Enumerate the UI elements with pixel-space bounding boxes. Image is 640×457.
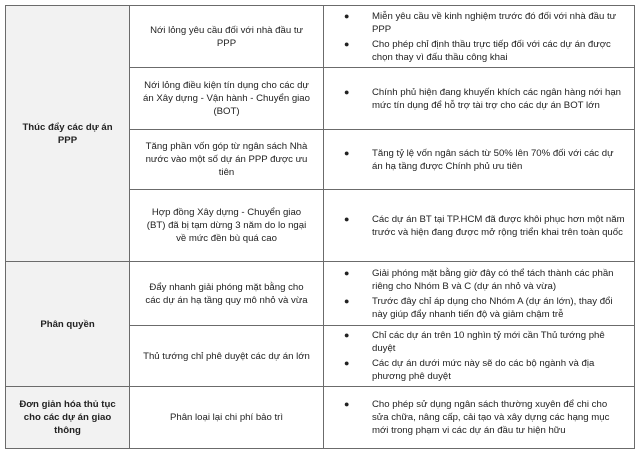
bullet-icon: ● [344, 86, 350, 97]
policy-table [5, 5, 635, 449]
measure-label: Thủ tướng chỉ phê duyệt các dự án lớn [143, 350, 310, 362]
list-item: ● Tăng tỷ lệ vốn ngân sách từ 50% lên 70% đối với các dự án hạ tầng được Chính phủ ưu tiên [344, 147, 614, 172]
list-item: ● Chính phủ hiện đang khuyến khích các ngân hàng nới hạn mức tín dụng để hỗ trợ tài trợ cho các dự án BOT lớn [344, 86, 621, 111]
bullet-icon: ● [344, 330, 350, 340]
measure-label: Nới lỏng yêu cầu đối với nhà đầu tư PPP [150, 24, 303, 49]
category-cell [6, 387, 130, 449]
measure-cell [130, 190, 324, 262]
measure-cell [130, 262, 324, 326]
detail-list [340, 86, 626, 112]
table-row [6, 387, 635, 449]
list-item: ● Chỉ các dự án trên 10 nghìn tỷ mới cần Thủ tướng phê duyệt [344, 330, 605, 354]
table-row [6, 6, 635, 68]
category-cell [6, 6, 130, 262]
measure-cell [130, 326, 324, 387]
category-label: Thúc đẩy các dự án PPP [22, 121, 113, 146]
measure-label: Tăng phần vốn góp từ ngân sách Nhà nước vào một số dự án PPP được ưu tiên [145, 141, 308, 178]
detail-cell [324, 387, 635, 449]
bullet-icon: ● [344, 10, 350, 21]
measure-label: Phân loại lại chi phí bảo trì [169, 412, 284, 423]
list-item: ● Các dự án dưới mức này sẽ do các bộ ngành và địa phương phê duyệt [344, 358, 595, 382]
measure-label: Nới lỏng điều kiện tín dụng cho các dự án Xây dựng - Vận hành - Chuyển giao (BOT) [143, 80, 310, 117]
table-row [6, 262, 635, 326]
bullet-icon: ● [344, 147, 350, 158]
list-item: ● Trước đây chỉ áp dụng cho Nhóm A (dự án lớn), thay đổi này giúp đẩy nhanh tiến độ và giảm chậm trễ [344, 295, 613, 320]
list-item: ● Cho phép sử dụng ngân sách thường xuyên để chi cho sửa chữa, nâng cấp, cải tạo và xây dựng các hạng mục mới trong phạm vi các dự án đầu tư hiện hữu [344, 399, 610, 436]
detail-list [340, 267, 626, 321]
detail-cell [324, 326, 635, 387]
detail-list [340, 213, 626, 239]
detail-cell [324, 68, 635, 130]
detail-list [340, 329, 626, 383]
list-item: ● Giải phóng mặt bằng giờ đây có thể tách thành các phần riêng cho Nhóm B và C (dự án nhỏ và vừa) [344, 267, 614, 292]
detail-cell [324, 262, 635, 326]
detail-cell [324, 6, 635, 68]
measure-cell [130, 130, 324, 190]
measure-cell [130, 6, 324, 68]
bullet-icon: ● [344, 213, 350, 224]
detail-cell [324, 190, 635, 262]
bullet-icon: ● [344, 358, 350, 368]
category-cell [6, 262, 130, 387]
measure-label: Hợp đồng Xây dựng - Chuyển giao (BT) đã bị tạm dừng 3 năm do lo ngại về mức đền bù quá cao [146, 207, 307, 244]
measure-label: Đẩy nhanh giải phóng mặt bằng cho các dự án hạ tầng quy mô nhỏ và vừa [145, 281, 308, 306]
detail-cell [324, 130, 635, 190]
measure-cell [130, 387, 324, 449]
bullet-icon: ● [344, 295, 350, 306]
bullet-icon: ● [344, 399, 350, 409]
list-item: ● Cho phép chỉ định thầu trực tiếp đối với các dự án được chọn thay vì đấu thầu công khai [344, 38, 611, 63]
bullet-icon: ● [344, 38, 350, 49]
detail-list [340, 10, 626, 64]
bullet-icon: ● [344, 267, 350, 278]
category-label: Phân quyền [40, 318, 95, 330]
detail-list [340, 398, 626, 437]
list-item: ● Miễn yêu cầu về kinh nghiệm trước đó đối với nhà đầu tư PPP [344, 10, 617, 35]
detail-list [340, 147, 626, 173]
list-item: ● Các dự án BT tại TP.HCM đã được khôi phục hơn một năm trước và hiện đang được mở rộng triển khai trên toàn quốc [344, 213, 625, 238]
measure-cell [130, 68, 324, 130]
category-label: Đơn giản hóa thủ tục cho các dự án giao thông [19, 399, 116, 436]
